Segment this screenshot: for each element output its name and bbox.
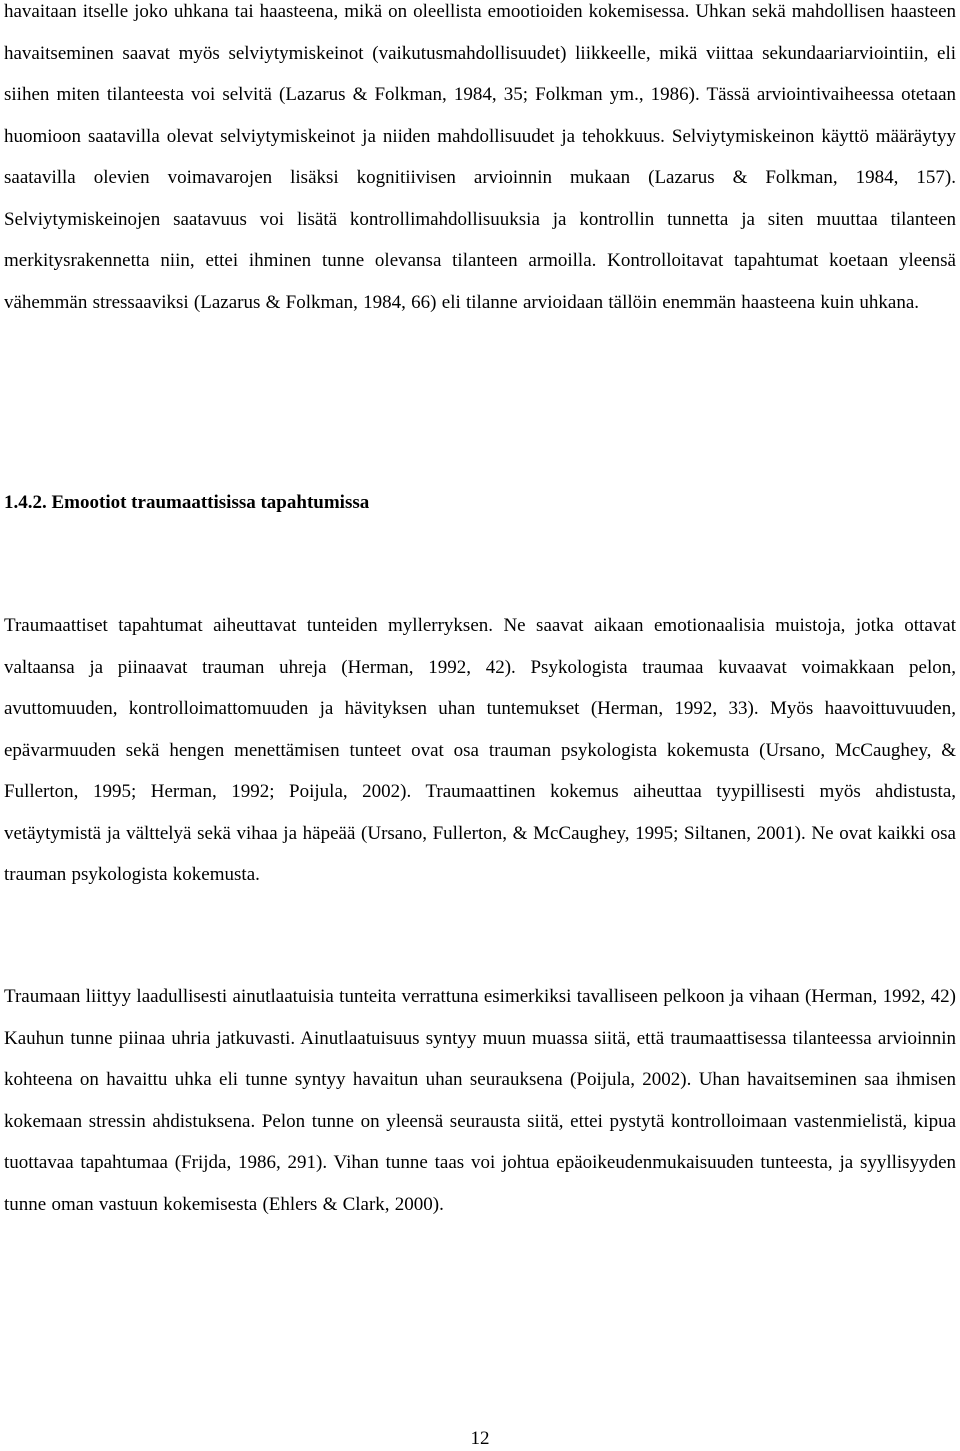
paragraph-traumatic-events: Traumaattiset tapahtumat aiheuttavat tunteiden myllerryksen. Ne saavat aikaan emotionaalisia muistoja, jotka ottavat valtaansa ja piinaavat trauman uhreja (Herman, 1992, 42). Psykologista traumaa kuvaavat voimakkaan pelon, avuttomuuden, kontrolloimattomuuden ja hävityksen uhan tuntemukset (Herman, 1992, 33). Myös haavoittuvuuden, epävarmuuden sekä hengen menettämisen tunteet ovat osa trauman psykologista kokemusta (Ursano, McCaughey, & Fullerton, 1995; Herman, 1992; Poijula, 2002). Traumaattinen kokemus aiheuttaa tyypillisesti myös ahdistusta, vetäytymistä ja välttelyä sekä vihaa ja häpeää (Ursano, Fullerton, & McCaughey, 1995; Siltanen, 2001). Ne ovat kaikki osa trauman psykologista kokemusta.: [4, 615, 956, 885]
paragraph-trauma-emotions: Traumaan liittyy laadullisesti ainutlaatuisia tunteita verrattuna esimerkiksi tavalliseen pelkoon ja vihaan (Herman, 1992, 42) Kauhun tunne piinaa uhria jatkuvasti. Ainutlaatuisuus syntyy muun muassa siitä, että traumaattisessa tilanteessa arvioinnin kohteena on havaittu uhka eli tunne syntyy havaitun uhan seurauksena (Poijula, 2002). Uhan havaitseminen saa ihmisen kokemaan stressin ahdistuksena. Pelon tunne on yleensä seurausta siitä, ettei pystytä kontrolloimaan vastenmielistä, kipua tuottavaa tapahtumaa (Frijda, 1986, 291). Vihan tunne taas voi johtua epäoikeudenmukaisuuden tunteesta, ja syyllisyyden tunne oman vastuun kokemisesta (Ehlers & Clark, 2000).: [4, 986, 956, 1215]
section-number: 1.4.2.: [4, 492, 47, 513]
paragraph-appraisal-coping: havaitaan itselle joko uhkana tai haasteena, mikä on oleellista emootioiden kokemisessa. Uhkan sekä mahdollisen haasteen havaitseminen saavat myös selviytymiskeinot (vaikutusmahdollisuudet) liikkeelle, mikä viittaa sekundaariarviointiin, eli siihen miten tilanteesta voi selvitä (Lazarus & Folkman, 1984, 35; Folkman ym., 1986). Tässä arviointivaiheessa otetaan huomioon saatavilla olevat selviytymiskeinot ja niiden mahdollisuudet ja tehokkuus. Selviytymiskeinon käyttö määräytyy saatavilla olevien voimavarojen lisäksi kognitiivisen arvioinnin mukaan (Lazarus & Folkman, 1984, 157). Selviytymiskeinojen saatavuus voi lisätä kontrollimahdollisuuksia ja kontrollin tunnetta ja siten muuttaa tilanteen merkitysrakennetta niin, ettei ihminen tunne olevansa tilanteen armoilla. Kontrolloitavat tapahtumat koetaan yleensä vähemmän stressaaviksi (Lazarus & Folkman, 1984, 66) eli tilanne arvioidaan tällöin enemmän haasteena kuin uhkana.: [4, 1, 956, 313]
page-number: 12: [470, 1428, 490, 1449]
section-title: Emootiot traumaattisissa tapahtumissa: [51, 492, 370, 513]
section-heading: [4, 488, 369, 518]
